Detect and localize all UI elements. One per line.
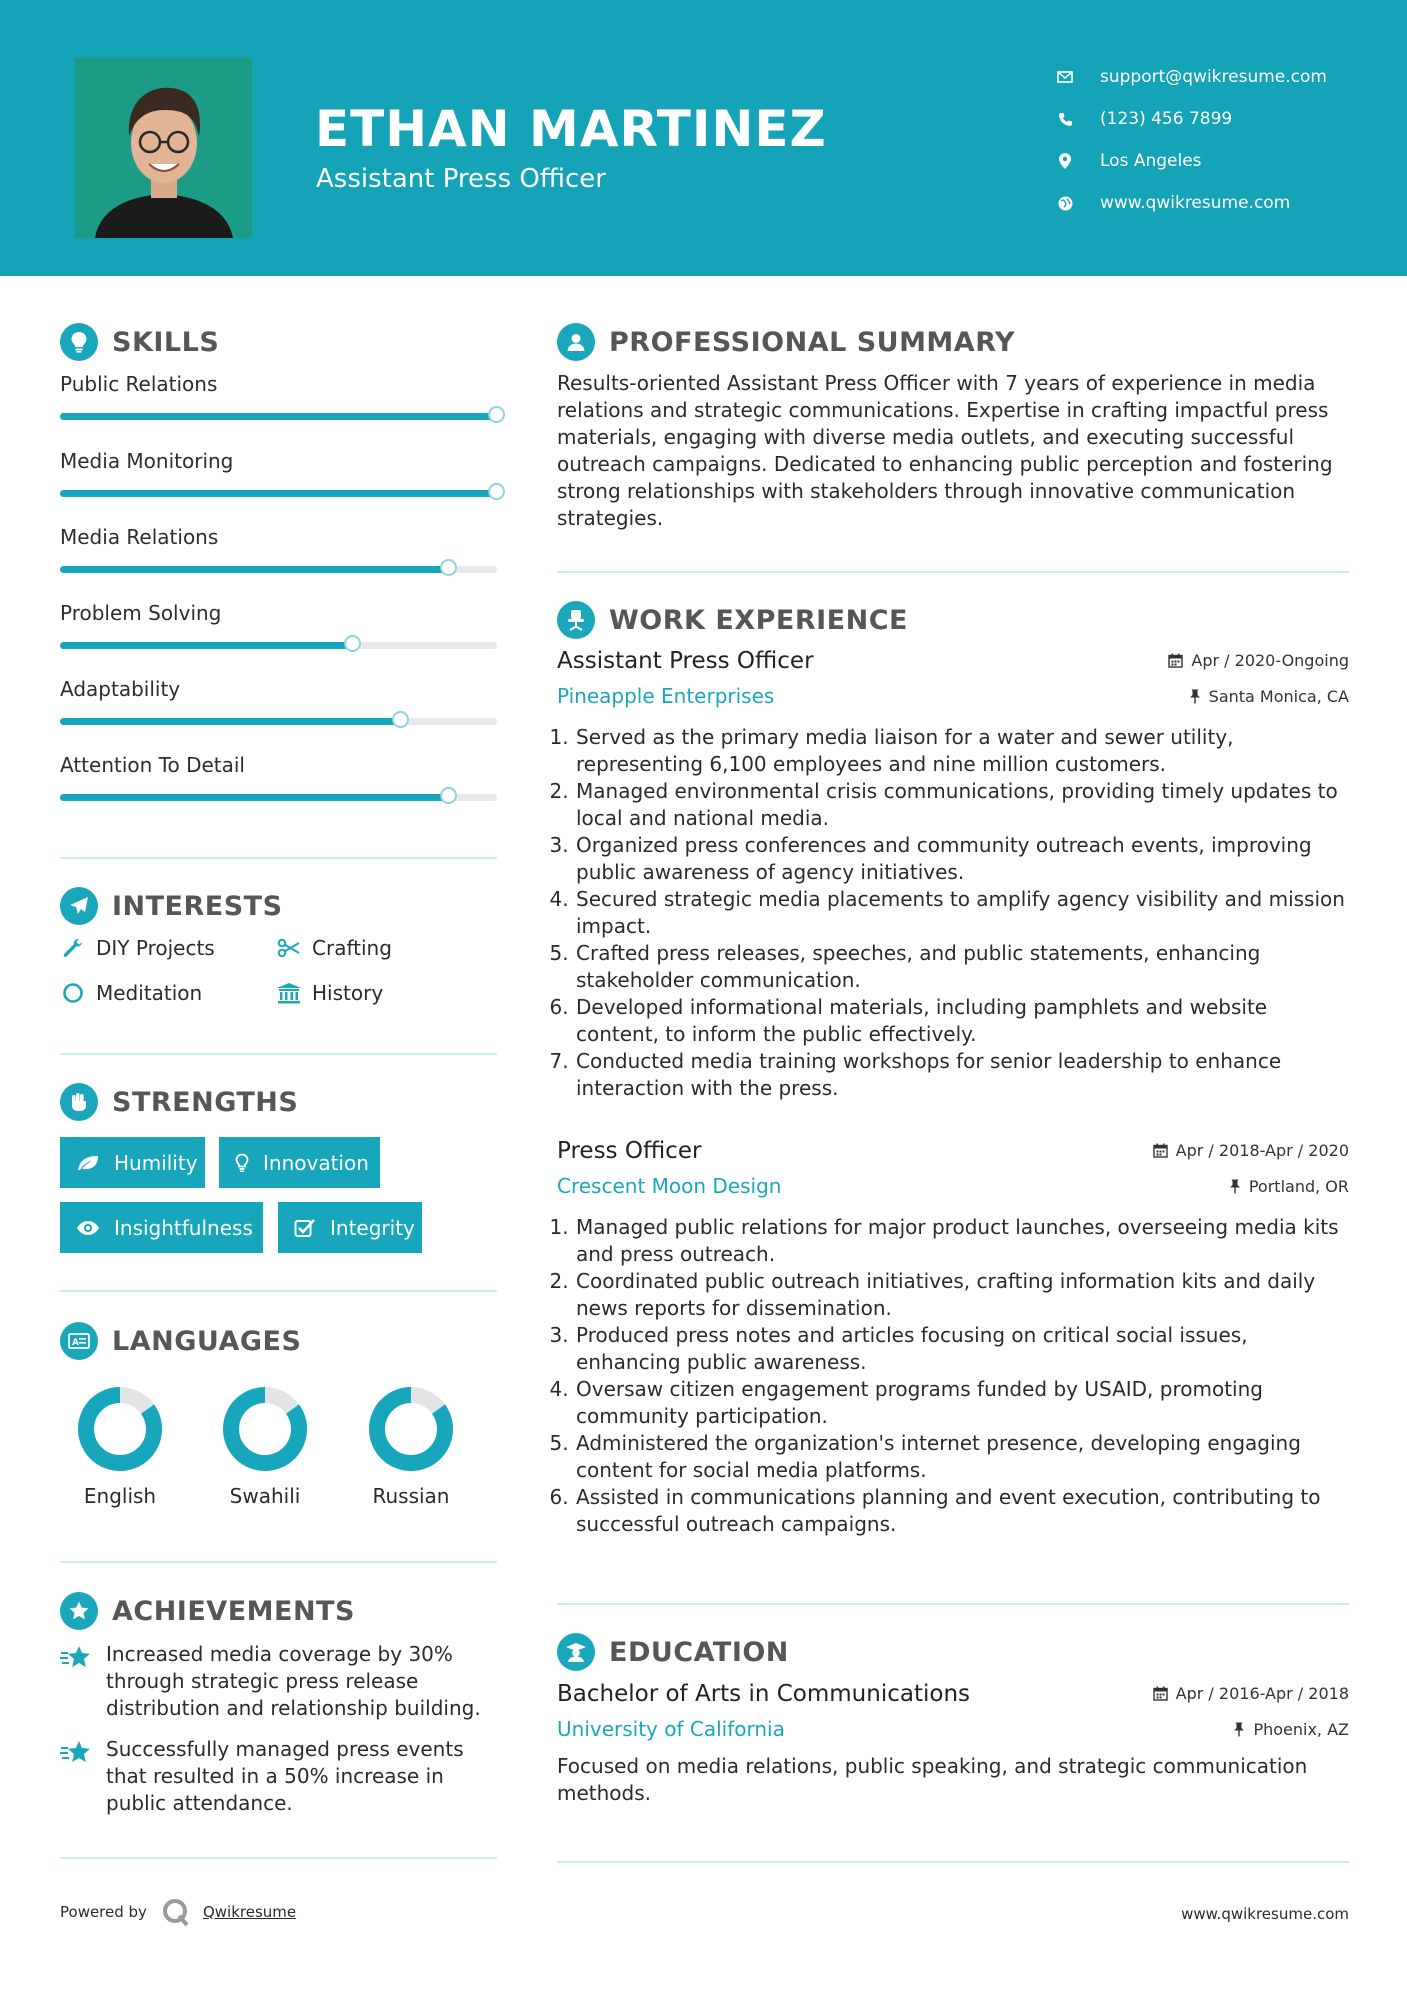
interest-label: Crafting — [312, 936, 392, 960]
skills-heading — [60, 323, 219, 361]
job-dates — [1168, 651, 1349, 670]
job-points — [557, 724, 1349, 1102]
education-degree: Bachelor of Arts in Communications — [557, 1681, 971, 1707]
strength-badge — [278, 1202, 422, 1253]
strengths-heading — [60, 1083, 298, 1121]
summary-text: Results-oriented Assistant Press Officer with 7 years of experience in media relations and strategic communications. Expertise in crafting impactful press materials, engaging with diverse media outlets, and executing successful outreach campaigns. Dedicated to enhancing public perception and fostering strong relationships with stakeholders through innovative communication strategies. — [557, 371, 1333, 530]
pushpin-icon — [1233, 1722, 1245, 1737]
bank-icon — [276, 982, 302, 1004]
star-icon — [60, 1736, 94, 1817]
office-chair-icon — [557, 601, 595, 639]
wrench-icon — [60, 937, 86, 959]
education-description: Focused on media relations, public speaking, and strategic communication methods. — [557, 1754, 1308, 1805]
interest-label: History — [312, 981, 384, 1005]
skill-track — [60, 794, 497, 801]
strengths-title: STRENGTHS — [112, 1086, 299, 1118]
language-donut — [75, 1384, 165, 1474]
strength-label: Innovation — [263, 1150, 369, 1175]
contact-email-text: support@qwikresume.com — [1100, 67, 1327, 87]
skill-label: Media Monitoring — [60, 449, 234, 473]
eye-icon — [76, 1220, 100, 1236]
interests-heading — [60, 887, 283, 925]
skills-title: SKILLS — [112, 326, 220, 358]
leaf-icon — [76, 1154, 100, 1172]
job-point: 1. Managed public relations for major product launches, overseeing media kits and press outreach. — [575, 1214, 1349, 1268]
experience-title: WORK EXPERIENCE — [609, 604, 908, 636]
section-divider — [557, 571, 1349, 573]
skill-knob — [488, 483, 505, 500]
interest-item — [276, 936, 392, 960]
education-school: University of California — [557, 1717, 785, 1741]
job-point: 7. Conducted media training workshops for senior leadership to enhance interaction with the press. — [575, 1048, 1349, 1102]
graduate-icon — [557, 1633, 595, 1671]
language-label: Russian — [372, 1484, 450, 1508]
contact-email[interactable] — [1054, 56, 1327, 98]
skill-knob — [392, 711, 409, 728]
achievement-item — [60, 1736, 510, 1817]
footer-powered-by — [60, 1897, 296, 1927]
job-location-text: Santa Monica, CA — [1208, 686, 1349, 706]
strength-label: Integrity — [330, 1215, 415, 1240]
summary-heading — [557, 323, 1015, 361]
interest-item — [276, 981, 383, 1005]
job-point: 5. Administered the organization's internet presence, developing engaging content for social media platforms. — [575, 1430, 1349, 1484]
contact-location — [1054, 140, 1327, 182]
calendar-icon — [1168, 653, 1183, 668]
contact-phone[interactable] — [1054, 98, 1327, 140]
section-divider — [60, 857, 497, 859]
globe-icon — [1054, 196, 1076, 211]
skill-track — [60, 718, 497, 725]
strength-badge — [219, 1137, 380, 1188]
interest-item — [60, 936, 215, 960]
job-point: 3. Produced press notes and articles focusing on critical social issues, enhancing public awareness. — [575, 1322, 1349, 1376]
pushpin-icon — [1189, 689, 1201, 704]
circle-icon — [60, 982, 86, 1004]
interest-item — [60, 981, 202, 1005]
contact-list — [1054, 56, 1327, 224]
star-badge-icon — [60, 1592, 98, 1630]
job-points — [557, 1214, 1349, 1538]
job-dates — [1153, 1141, 1349, 1160]
candidate-name: ETHAN MARTINEZ — [315, 100, 827, 158]
languages-title: LANGUAGES — [112, 1325, 302, 1357]
skill-track — [60, 642, 497, 649]
job-point: 1. Served as the primary media liaison for a water and sewer utility, representing 6,100 employees and nine million customers. — [575, 724, 1349, 778]
profile-photo — [75, 58, 252, 238]
strength-badge — [60, 1137, 205, 1188]
fist-icon — [60, 1083, 98, 1121]
job-dates-text: Apr / 2020-Ongoing — [1191, 651, 1349, 670]
skill-knob — [440, 559, 457, 576]
skill-label: Problem Solving — [60, 601, 222, 625]
skill-track — [60, 566, 497, 573]
language-card-icon — [60, 1322, 98, 1360]
achievements-heading — [60, 1592, 355, 1630]
job-company: Crescent Moon Design — [557, 1174, 782, 1198]
skill-item — [60, 525, 497, 573]
job-point: 6. Developed informational materials, including pamphlets and website content, to inform the public effectively. — [575, 994, 1349, 1048]
skill-item — [60, 601, 497, 649]
achievements-title: ACHIEVEMENTS — [112, 1595, 355, 1627]
interest-label: Meditation — [96, 981, 203, 1005]
user-icon — [557, 323, 595, 361]
svg-text:A: A — [72, 1338, 79, 1348]
contact-website-text: www.qwikresume.com — [1100, 193, 1291, 213]
strength-label: Insightfulness — [114, 1215, 253, 1240]
star-icon — [60, 1641, 94, 1722]
lightbulb-icon — [60, 323, 98, 361]
checkbox-icon — [294, 1218, 316, 1238]
language-donut — [366, 1384, 456, 1474]
job-entry — [557, 648, 1349, 1102]
education-location-text: Phoenix, AZ — [1253, 1719, 1349, 1739]
skill-label: Adaptability — [60, 677, 181, 701]
job-point: 6. Assisted in communications planning and event execution, contributing to successful outreach campaigns. — [575, 1484, 1349, 1538]
skill-item — [60, 753, 497, 801]
job-point: 2. Managed environmental crisis communications, providing timely updates to local and national media. — [575, 778, 1349, 832]
section-divider — [60, 1561, 497, 1563]
job-location — [1229, 1177, 1349, 1196]
skill-knob — [344, 635, 361, 652]
section-divider — [557, 1861, 1349, 1863]
achievement-text: Successfully managed press events that resulted in a 50% increase in public attendance. — [106, 1737, 464, 1815]
education-heading — [557, 1633, 789, 1671]
job-point: 4. Oversaw citizen engagement programs funded by USAID, promoting community participation. — [575, 1376, 1349, 1430]
paper-plane-icon — [60, 887, 98, 925]
calendar-icon — [1153, 1686, 1168, 1701]
skill-item — [60, 677, 497, 725]
language-label: English — [83, 1484, 157, 1508]
job-location-text: Portland, OR — [1248, 1176, 1349, 1196]
job-point: 4. Secured strategic media placements to amplify agency visibility and mission impact. — [575, 886, 1349, 940]
job-point: 2. Coordinated public outreach initiatives, crafting information kits and daily news reports for dissemination. — [575, 1268, 1349, 1322]
languages-heading — [60, 1322, 301, 1360]
education-location — [1233, 1720, 1349, 1739]
envelope-icon — [1054, 71, 1076, 83]
job-point: 5. Crafted press releases, speeches, and public statements, enhancing stakeholder communication. — [575, 940, 1349, 994]
education-dates — [1153, 1684, 1349, 1703]
education-dates-text: Apr / 2016-Apr / 2018 — [1175, 1684, 1349, 1703]
interest-label: DIY Projects — [96, 936, 215, 960]
skill-label: Media Relations — [60, 525, 219, 549]
language-donut — [220, 1384, 310, 1474]
job-role: Assistant Press Officer — [557, 648, 814, 674]
skill-item — [60, 449, 497, 497]
job-entry — [557, 1138, 1349, 1538]
skill-item — [60, 372, 497, 420]
map-pin-icon — [1054, 153, 1076, 169]
language-item — [50, 1384, 190, 1508]
qwikresume-logo-icon — [161, 1897, 191, 1927]
education-title: EDUCATION — [609, 1636, 789, 1668]
language-item — [341, 1384, 481, 1508]
scissors-icon — [276, 938, 302, 958]
resume-header — [0, 0, 1407, 276]
skill-track — [60, 413, 497, 420]
summary-title: PROFESSIONAL SUMMARY — [609, 326, 1016, 358]
powered-by-label: Powered by — [60, 1903, 147, 1921]
achievement-item — [60, 1641, 510, 1722]
lightbulb-outline-icon — [235, 1153, 249, 1173]
candidate-title: Assistant Press Officer — [316, 164, 606, 194]
skill-knob — [440, 787, 457, 804]
section-divider — [60, 1053, 497, 1055]
section-divider — [557, 1603, 1349, 1605]
skill-track — [60, 490, 497, 497]
education-entry — [557, 1681, 1349, 1807]
contact-phone-text: (123) 456 7899 — [1100, 109, 1233, 129]
qwikresume-link[interactable]: Qwikresume — [202, 1903, 297, 1921]
skill-label: Attention To Detail — [60, 753, 245, 777]
strength-label: Humility — [114, 1150, 198, 1175]
section-divider — [60, 1857, 497, 1859]
achievement-text: Increased media coverage by 30% through strategic press release distribution and relationship building. — [106, 1642, 481, 1720]
calendar-icon — [1153, 1143, 1168, 1158]
language-item — [195, 1384, 335, 1508]
job-company: Pineapple Enterprises — [557, 684, 775, 708]
job-location — [1189, 687, 1349, 706]
job-role: Press Officer — [557, 1138, 702, 1164]
job-dates-text: Apr / 2018-Apr / 2020 — [1175, 1141, 1349, 1160]
language-label: Swahili — [229, 1484, 301, 1508]
strength-badge — [60, 1202, 263, 1253]
footer-website[interactable]: www.qwikresume.com — [1181, 1905, 1349, 1923]
experience-heading — [557, 601, 908, 639]
interests-title: INTERESTS — [112, 890, 283, 922]
contact-website[interactable] — [1054, 182, 1327, 224]
contact-location-text: Los Angeles — [1100, 151, 1202, 171]
skill-knob — [488, 406, 505, 423]
job-point: 3. Organized press conferences and community outreach events, improving public awareness of agency initiatives. — [575, 832, 1349, 886]
pushpin-icon — [1229, 1179, 1241, 1194]
phone-icon — [1054, 112, 1076, 127]
section-divider — [60, 1290, 497, 1292]
skill-label: Public Relations — [60, 372, 218, 396]
